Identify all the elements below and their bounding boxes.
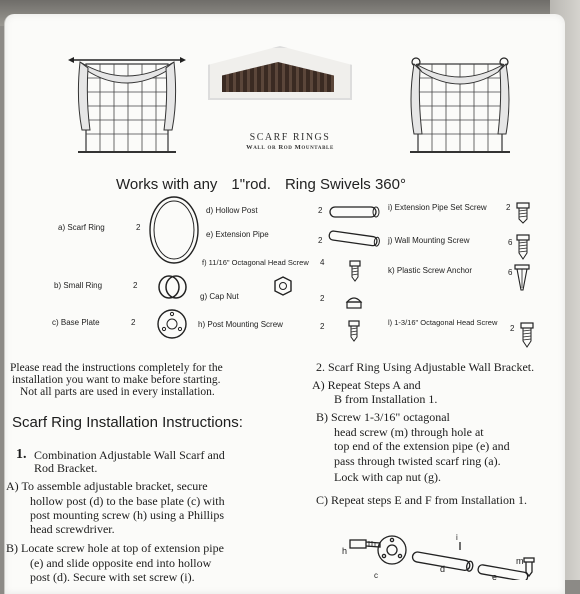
diagram-label-c: c	[374, 571, 378, 580]
step-1a-line-1: A) To assemble adjustable bracket, secure	[6, 479, 208, 493]
part-label-h: h) Post Mounting Screw	[198, 320, 283, 329]
part-label-c: c) Base Plate	[52, 318, 100, 327]
cap-nut-icon	[272, 276, 294, 296]
compatibility-line	[116, 176, 406, 193]
part-label-k: k) Plastic Screw Anchor	[388, 266, 473, 275]
part-qty-k: 6	[508, 268, 513, 277]
part-qty-g: 2	[320, 294, 325, 303]
part-qty-j: 6	[508, 238, 513, 247]
small-ring-icon	[156, 274, 190, 300]
part-qty-b: 2	[133, 281, 138, 290]
installation-heading: Scarf Ring Installation Instructions:	[12, 414, 243, 431]
hollow-post-icon	[326, 204, 382, 220]
part-label-l: l) 1-3/16" Octagonal Head Screw	[388, 318, 498, 327]
part-qty-e: 2	[318, 236, 323, 245]
step-1b-line-2: (e) and slide opposite end into hollow	[30, 556, 212, 570]
diagram-label-e: e	[492, 572, 498, 580]
step-2a-line-1: A) Repeat Steps A and	[312, 378, 421, 392]
step-1-line-2: Rod Bracket.	[34, 461, 98, 475]
octagonal-screw-m-icon	[520, 322, 534, 348]
part-label-a: a) Scarf Ring	[58, 223, 105, 232]
diagram-label-d: d	[440, 564, 446, 574]
step-1b-line-1: B) Locate screw hole at top of extension pipe	[6, 541, 224, 555]
compatibility-prefix: Works with any	[116, 176, 218, 193]
step-2b-line-4: pass through twisted scarf ring (a).	[334, 454, 501, 468]
step-2b-line-3: top end of the extension pipe (e) and	[334, 439, 510, 453]
part-qty-f: 4	[320, 258, 325, 267]
plastic-anchor-icon	[514, 264, 530, 292]
part-qty-d: 2	[318, 206, 323, 215]
step-1a-line-2: hollow post (d) to the base plate (c) with	[30, 494, 225, 508]
extension-pipe-icon	[326, 228, 382, 250]
part-label-g: g) Cap Nut	[200, 292, 239, 301]
part-label-f: f) 11/16" Octagonal Head Screw	[202, 258, 309, 267]
cap-nut-side-icon	[344, 294, 364, 310]
step-1a-line-4: head screwdriver.	[30, 522, 115, 536]
scarf-ring-icon	[148, 194, 200, 266]
part-qty-c: 2	[131, 318, 136, 327]
step-1b-line-3: post (d). Secure with set screw (i).	[30, 570, 195, 584]
diagram-label-m: m	[516, 556, 524, 566]
post-mounting-screw-icon	[347, 320, 361, 342]
step-2b-line-2: head screw (m) through hole at	[334, 425, 484, 439]
step-1-line-1: Combination Adjustable Wall Scarf and	[34, 448, 225, 462]
set-screw-icon	[516, 202, 530, 224]
base-plate-icon	[156, 308, 188, 340]
compatibility-suffix: Ring Swivels 360°	[284, 176, 406, 193]
part-label-e: e) Extension Pipe	[206, 230, 269, 239]
step-1-number: 1.	[16, 447, 27, 462]
step-2a-line-2: B from Installation 1.	[334, 392, 438, 406]
step-1a-line-3: post mounting screw (h) using a Phillips	[30, 508, 224, 522]
step-2-heading: 2. Scarf Ring Using Adjustable Wall Bracket.	[316, 360, 535, 374]
part-qty-h: 2	[320, 322, 325, 331]
intro-line-2: installation you want to make before starting.	[12, 374, 221, 386]
step-2b-line-5: Lock with cap nut (g).	[334, 470, 441, 484]
intro-line-1: Please read the instructions completely for the	[10, 362, 223, 374]
diagram-label-i: i	[456, 533, 458, 542]
part-qty-l: 2	[510, 324, 515, 333]
part-label-d: d) Hollow Post	[206, 206, 258, 215]
intro-line-3: Not all parts are used in every installation.	[20, 386, 215, 398]
octagonal-screw-f-icon	[348, 260, 362, 282]
assembly-diagram	[340, 528, 540, 580]
part-label-j: j) Wall Mounting Screw	[388, 236, 470, 245]
product-subtitle: Wall or Rod Mountable	[246, 144, 334, 151]
step-2b-line-1: B) Screw 1-3/16" octagonal	[316, 410, 450, 424]
part-qty-a: 2	[136, 223, 141, 232]
compatibility-rod-size: 1"rod.	[231, 176, 271, 193]
part-qty-i: 2	[506, 203, 511, 212]
product-title: SCARF RINGS	[249, 132, 331, 143]
diagram-label-h: h	[342, 546, 348, 556]
part-label-i: i) Extension Pipe Set Screw	[388, 203, 487, 212]
part-label-b: b) Small Ring	[54, 281, 103, 290]
step-2c-line-1: C) Repeat steps E and F from Installation 1.	[316, 493, 527, 507]
wall-mounting-screw-icon	[516, 234, 530, 260]
